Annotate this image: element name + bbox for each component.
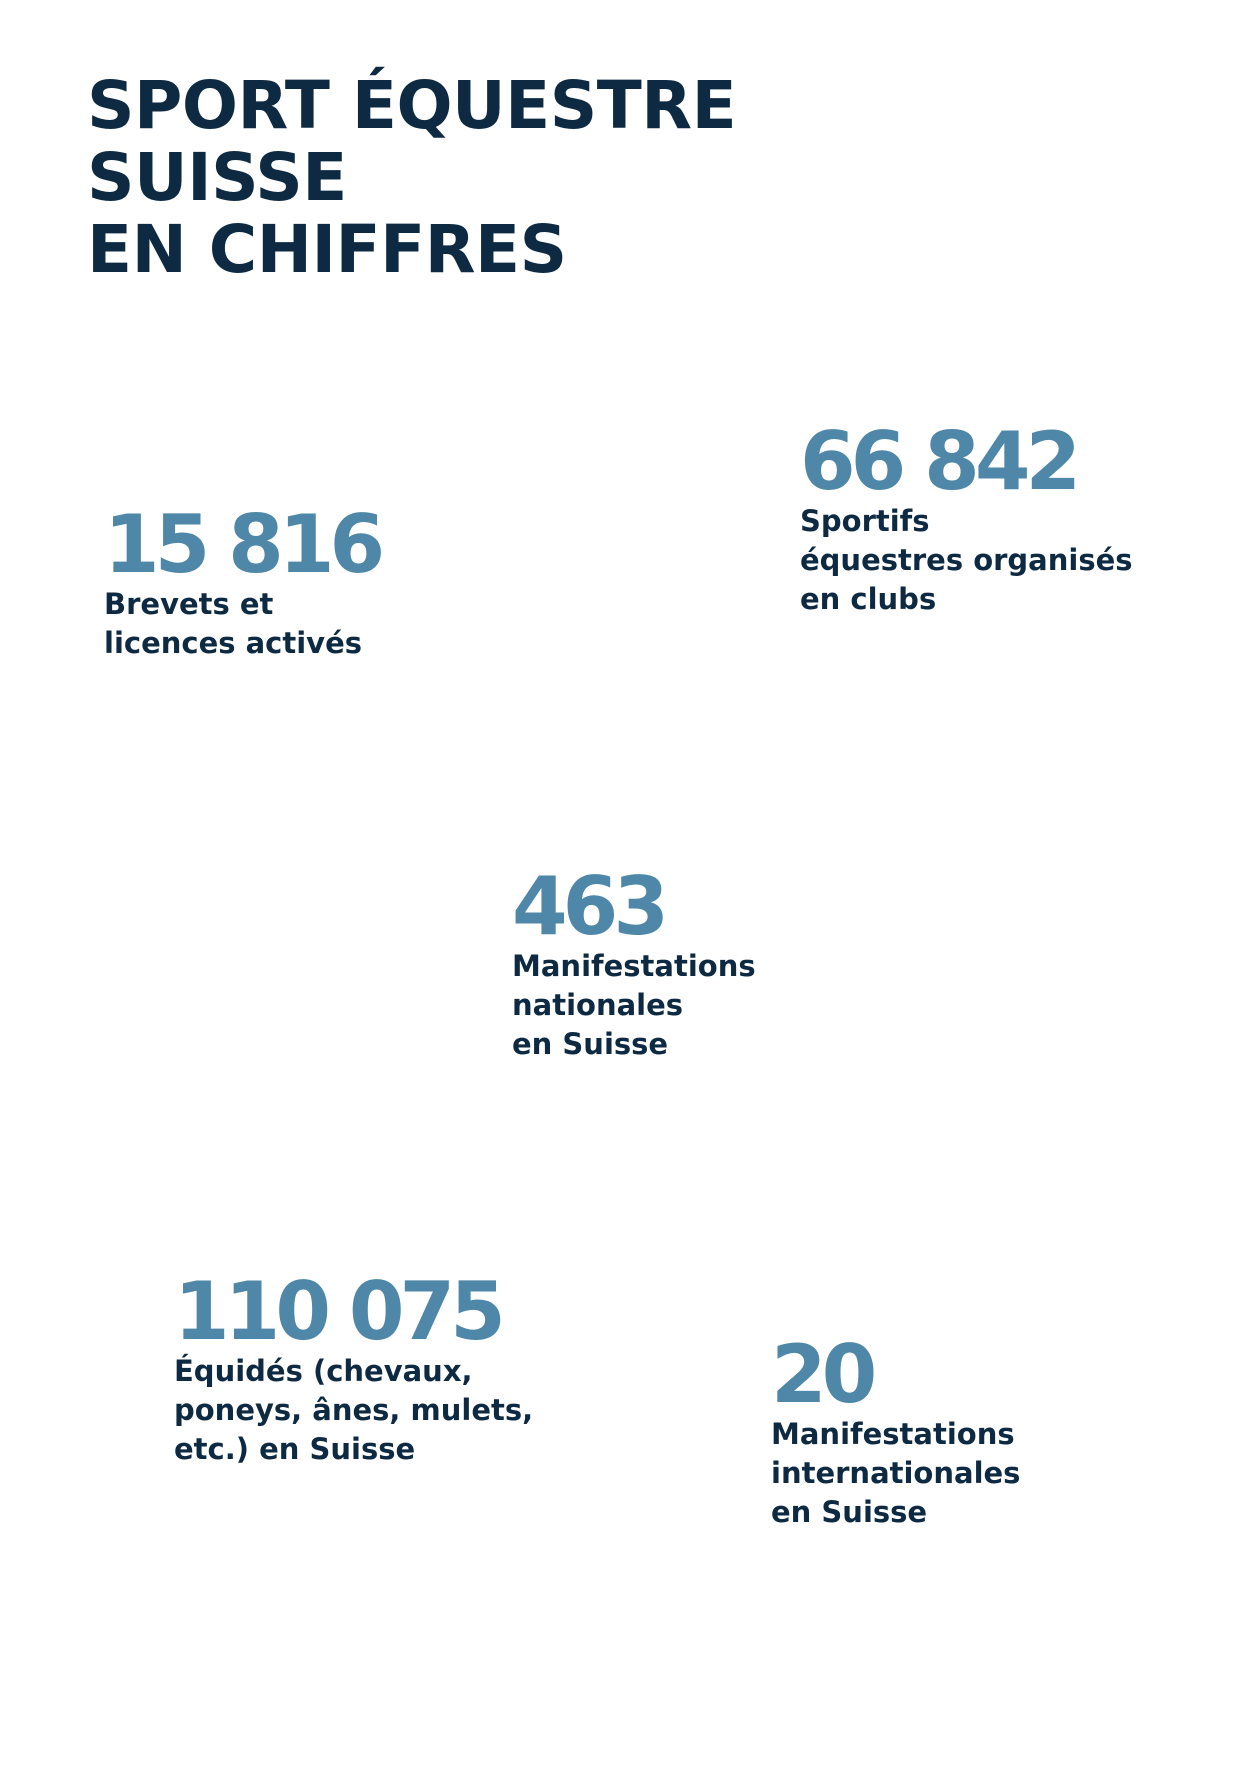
stat-value: 20 <box>771 1328 873 1421</box>
stat-label-line: internationales <box>771 1456 1021 1490</box>
stat-label-line: Manifestations <box>512 949 756 983</box>
page-title <box>87 67 737 288</box>
title-line-2: SUISSE <box>87 139 347 216</box>
stat-label-line: Équidés (chevaux, <box>174 1354 473 1388</box>
stat-label-line: équestres organisés <box>800 543 1133 577</box>
stat-label <box>771 1415 1020 1532</box>
stat-label-line: licences activés <box>104 626 362 660</box>
stat-label-line: en Suisse <box>771 1495 928 1529</box>
stat-label <box>800 502 1133 619</box>
stat-licences <box>104 498 381 663</box>
stat-label-line: etc.) en Suisse <box>174 1432 416 1466</box>
stat-label-line: en Suisse <box>512 1027 669 1061</box>
stat-sportifs <box>800 415 1133 619</box>
stat-label-line: Brevets et <box>104 587 274 621</box>
stat-value: 15 816 <box>104 498 381 591</box>
stat-value: 66 842 <box>800 415 1077 508</box>
stat-label-line: Manifestations <box>771 1417 1015 1451</box>
stat-label <box>174 1352 533 1469</box>
stat-manifestations-nationales <box>512 860 756 1064</box>
title-line-3: EN CHIFFRES <box>87 211 567 288</box>
stat-label-line: poneys, ânes, mulets, <box>174 1393 534 1427</box>
stat-label <box>104 585 380 663</box>
title-line-1: SPORT ÉQUESTRE <box>87 67 737 144</box>
stat-label-line: nationales <box>512 988 684 1022</box>
stat-value: 463 <box>512 860 664 953</box>
stat-label-line: en clubs <box>800 582 937 616</box>
stat-manifestations-internationales <box>771 1328 1021 1532</box>
stat-label <box>512 947 756 1064</box>
stat-value: 110 075 <box>174 1265 501 1358</box>
stat-label-line: Sportifs <box>800 504 930 538</box>
stat-equides <box>174 1265 534 1469</box>
